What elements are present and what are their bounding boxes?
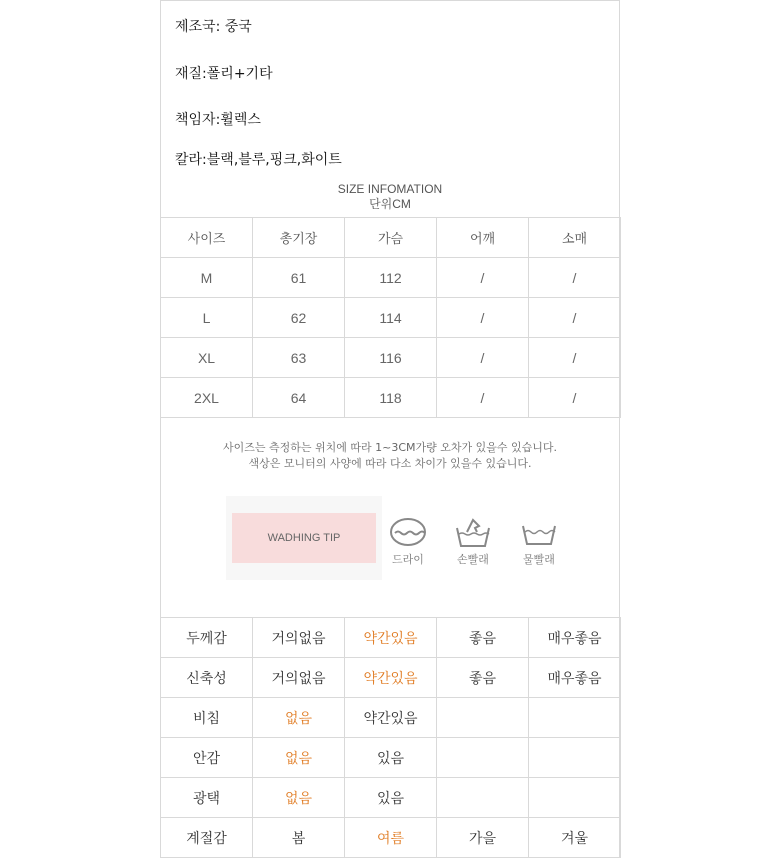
- feature-cell: 약간있음: [345, 698, 437, 738]
- feature-table: [160, 617, 621, 858]
- hand-wash-icon: [453, 516, 493, 548]
- feature-row-thickness: [161, 618, 621, 658]
- feature-cell: 겨울: [529, 818, 621, 858]
- water-wash-label: 물빨래: [523, 553, 555, 566]
- size-header-row: [161, 218, 621, 258]
- size-header-cell: 총기장: [253, 218, 345, 258]
- size-table: [160, 217, 621, 418]
- size-cell: 114: [345, 298, 437, 338]
- feature-cell-selected: 없음: [253, 778, 345, 818]
- feature-cell: 거의없음: [253, 658, 345, 698]
- feature-row-sheer: [161, 698, 621, 738]
- feature-cell: 가을: [437, 818, 529, 858]
- feature-cell: 봄: [253, 818, 345, 858]
- feature-row-season: [161, 818, 621, 858]
- material-text: 재질:폴리+기타: [175, 66, 273, 82]
- size-cell: /: [529, 378, 621, 418]
- size-unit: 단위CM: [369, 197, 411, 211]
- feature-row-stretch: [161, 658, 621, 698]
- feature-cell-selected: 없음: [253, 698, 345, 738]
- colors-text: 칼라:블랙,블루,핑크,화이트: [175, 152, 342, 168]
- feature-cell: 거의없음: [253, 618, 345, 658]
- size-cell: 61: [253, 258, 345, 298]
- size-cell: XL: [161, 338, 253, 378]
- size-cell: /: [529, 258, 621, 298]
- feature-row-gloss: [161, 778, 621, 818]
- size-note: 사이즈는 측정하는 위치에 따라 1~3CM가량 오차가 있을수 있습니다.: [222, 441, 557, 454]
- size-cell: 116: [345, 338, 437, 378]
- feature-cell: [437, 778, 529, 818]
- dry-clean-item: [383, 516, 433, 567]
- size-row: [161, 258, 621, 298]
- feature-cell: [437, 738, 529, 778]
- size-header-cell: 소매: [529, 218, 621, 258]
- feature-cell: [529, 738, 621, 778]
- feature-cell: [529, 778, 621, 818]
- size-header-cell: 사이즈: [161, 218, 253, 258]
- feature-cell: [437, 698, 529, 738]
- size-cell: /: [437, 298, 529, 338]
- dry-clean-icon: [388, 516, 428, 548]
- hand-wash-item: [448, 516, 498, 567]
- size-cell: 63: [253, 338, 345, 378]
- size-row: [161, 378, 621, 418]
- feature-cell: 좋음: [437, 658, 529, 698]
- size-cell: M: [161, 258, 253, 298]
- feature-cell: 매우좋음: [529, 658, 621, 698]
- responsible-text: 책임자:휠렉스: [175, 112, 261, 128]
- size-title-block: [160, 182, 620, 212]
- size-cell: /: [437, 378, 529, 418]
- size-row: [161, 338, 621, 378]
- water-wash-item: [514, 516, 564, 567]
- washing-tip-label: WADHING TIP: [232, 513, 376, 563]
- size-cell: 118: [345, 378, 437, 418]
- feature-label: 계절감: [161, 818, 253, 858]
- feature-cell-selected: 여름: [345, 818, 437, 858]
- size-cell: /: [529, 338, 621, 378]
- color-note: 색상은 모니터의 사양에 따라 다소 차이가 있을수 있습니다.: [248, 457, 532, 470]
- feature-label: 신축성: [161, 658, 253, 698]
- hand-wash-label: 손빨래: [457, 553, 489, 566]
- size-header-cell: 어깨: [437, 218, 529, 258]
- size-cell: 64: [253, 378, 345, 418]
- feature-label: 광택: [161, 778, 253, 818]
- feature-label: 안감: [161, 738, 253, 778]
- size-row: [161, 298, 621, 338]
- feature-cell: 매우좋음: [529, 618, 621, 658]
- dry-clean-label: 드라이: [392, 553, 424, 566]
- size-cell: 2XL: [161, 378, 253, 418]
- size-cell: /: [437, 258, 529, 298]
- size-cell: 112: [345, 258, 437, 298]
- feature-label: 두께감: [161, 618, 253, 658]
- feature-cell: [529, 698, 621, 738]
- feature-cell-selected: 없음: [253, 738, 345, 778]
- size-title: SIZE INFOMATION: [337, 182, 443, 196]
- size-header-cell: 가슴: [345, 218, 437, 258]
- size-cell: /: [529, 298, 621, 338]
- feature-cell-selected: 약간있음: [345, 658, 437, 698]
- feature-cell: 있음: [345, 778, 437, 818]
- feature-cell-selected: 약간있음: [345, 618, 437, 658]
- size-cell: 62: [253, 298, 345, 338]
- feature-cell: 있음: [345, 738, 437, 778]
- origin-text: 제조국: 중국: [175, 19, 252, 35]
- feature-cell: 좋음: [437, 618, 529, 658]
- feature-label: 비침: [161, 698, 253, 738]
- water-wash-icon: [519, 516, 559, 548]
- size-cell: L: [161, 298, 253, 338]
- size-cell: /: [437, 338, 529, 378]
- feature-row-lining: [161, 738, 621, 778]
